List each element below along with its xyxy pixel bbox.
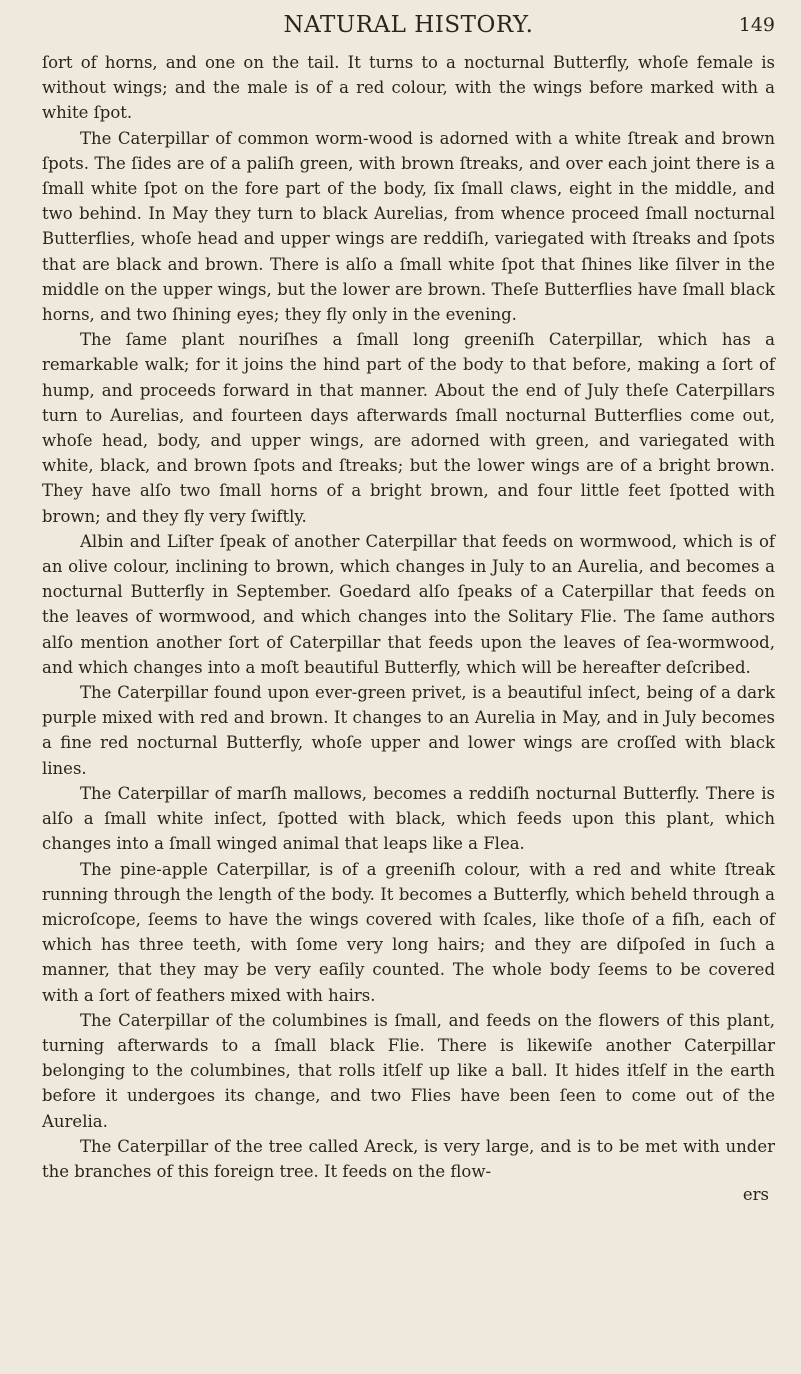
page-number: 149: [738, 14, 775, 36]
paragraph-horns: ſort of horns, and one on the tail. It turns to a nocturnal Butterfly, whoſe female is without wings; and the male is of a red colour, with the wings before marked with a white ſpot.: [42, 53, 775, 123]
paragraph-privet-caterpillar: The Caterpillar found upon ever-green privet, is a beautiful inſect, being of a dark purple mixed with red and brown. It changes to an Aurelia in May, and in July becomes a fine red nocturnal Butterfly, whoſe upper and lower wings are croſſed with black lines.: [42, 683, 775, 778]
paragraph-greenish-caterpillar: The ſame plant nouriſhes a ſmall long greeniſh Caterpillar, which has a remarkable walk; for it joins the hind part of the body to that before, making a ſort of hump, and proceeds forward in that manner. About the end of July theſe Caterpillars turn to Aurelias, and fourteen days afterwards ſmall nocturnal Butterflies come out, whoſe head, body, and upper wings, are adorned with green, and variegated with white, black, and brown ſpots and ſtreaks; but the lower wings are of a bright brown. They have alſo two ſmall horns of a bright brown, and four little feet ſpotted with brown; and they fly very ſwiftly.: [42, 330, 775, 526]
paragraph-albin-lister: Albin and Liſter ſpeak of another Caterpillar that feeds on wormwood, which is of an olive colour, inclining to brown, which changes in July to an Aurelia, and becomes a nocturnal Butterfly in September. Goedard alſo ſpeaks of a Caterpillar that feeds on the leaves of wormwood, and which changes into the Solitary Flie. The ſame authors alſo mention another ſort of Caterpillar that feeds upon the leaves of ſea-wormwood, and which changes into a moſt beautiful Butterfly, which will be hereafter deſcribed.: [42, 531, 775, 677]
paragraph-worm-wood-caterpillar: The Caterpillar of common worm-wood is adorned with a white ſtreak and brown ſpots. The ſides are of a paliſh green, with brown ſtreaks, and over each joint there is a ſmall white ſpot on the fore part of the body, ſix ſmall claws, eight in the middle, and two behind. In May they turn to black Aurelias, from whence proceed ſmall nocturnal Butterflies, whoſe head and upper wings are reddiſh, variegated with ſtreaks and ſpots that are black and brown. There is alſo a ſmall white ſpot that ſhines like ſilver in the middle on the upper wings, but the lower are brown. Theſe Butterflies have ſmall black horns, and two ſhining eyes; they fly only in the evening.: [42, 128, 775, 325]
paragraph-pine-apple-caterpillar: The pine-apple Caterpillar, is of a greeniſh colour, with a red and white ſtreak running through the length of the body. It becomes a Butterfly, which beheld through a microſcope, ſeems to have the wings covered with ſcales, like thoſe of a fiſh, each of which has three teeth, with ſome very long hairs; and they are diſpoſed in ſuch a manner, that they may be very eaſily counted. The whole body ſeems to be covered with a ſort of feathers mixed with hairs.: [42, 859, 775, 1005]
text-body: [42, 50, 775, 1184]
running-head: [42, 10, 775, 50]
paragraph-marsh-mallows-caterpillar: The Caterpillar of marſh mallows, becomes a reddiſh nocturnal Butterfly. There is alſo a ſmall white inſect, ſpotted with black, which feeds upon this plant, which changes into a ſmall winged animal that leaps like a Flea.: [42, 783, 775, 854]
paragraph-areck-caterpillar: The Caterpillar of the tree called Areck, is very large, and is to be met with under the branches of this foreign tree. It feeds on the flow-: [42, 1136, 775, 1181]
paragraph-columbines-caterpillar: The Caterpillar of the columbines is ſmall, and feeds on the flowers of this plant, turning afterwards to a ſmall black Flie. There is likewiſe another Caterpillar belonging to the columbines, that rolls itſelf up like a ball. It hides itſelf in the earth before it undergoes its change, and two Flies have been ſeen to come out of the Aurelia.: [42, 1010, 775, 1131]
catchword: ers: [742, 1185, 769, 1205]
running-title: NATURAL HISTORY.: [283, 12, 534, 38]
